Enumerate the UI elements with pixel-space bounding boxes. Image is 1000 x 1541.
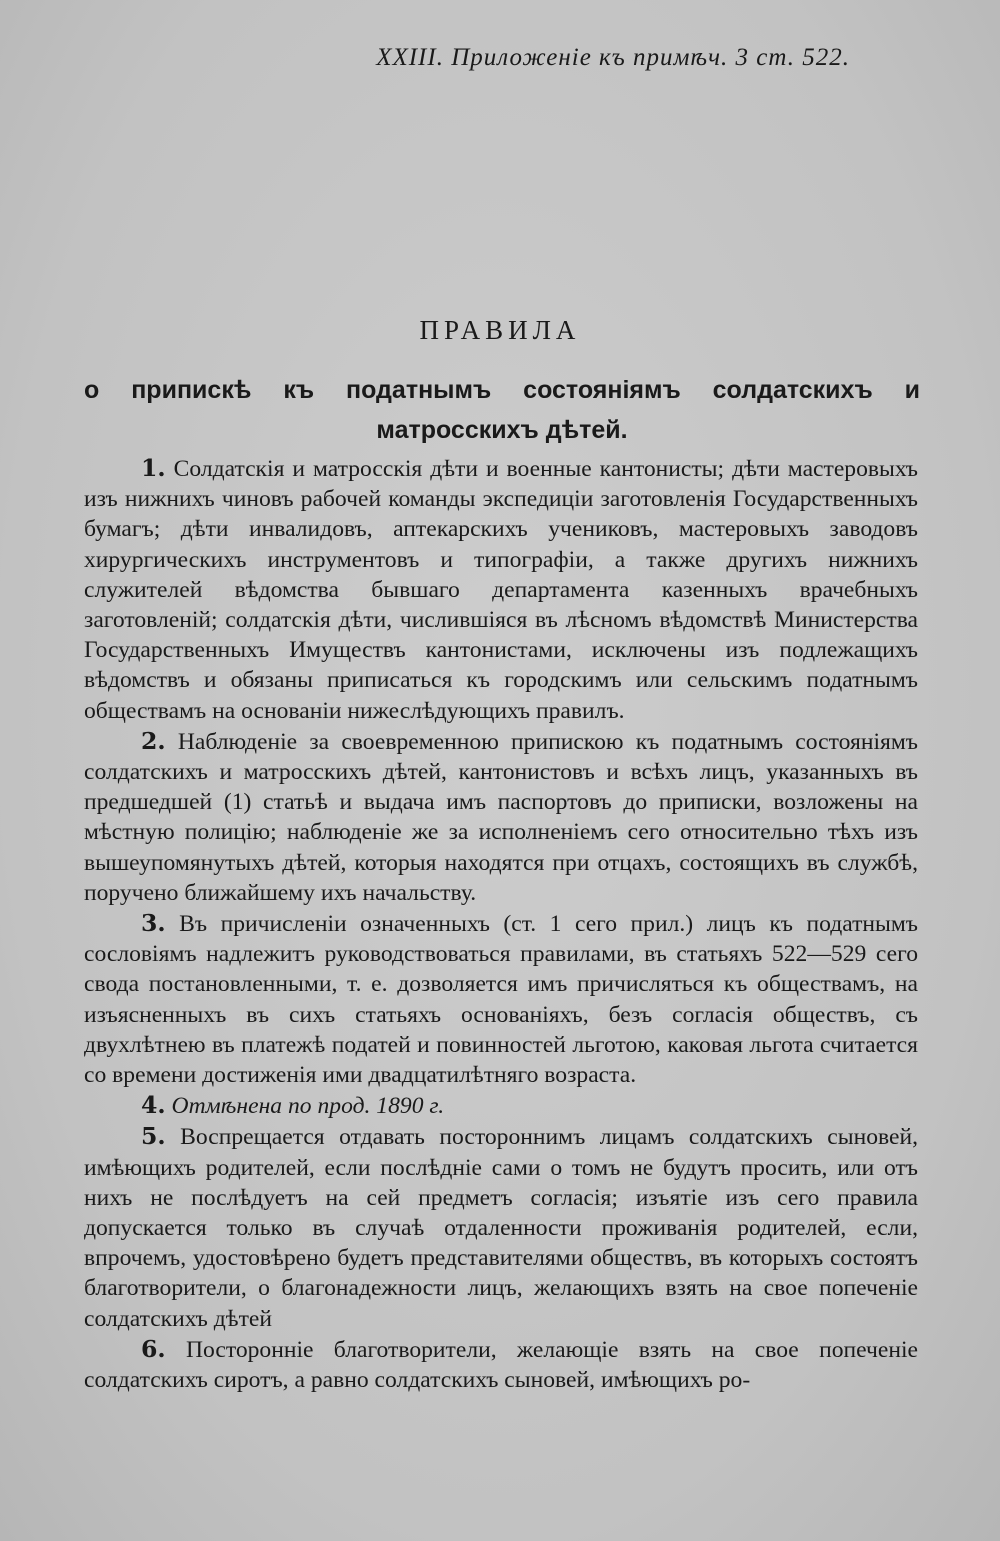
paragraph-1 — [84, 453, 918, 726]
paragraph-text: Посторонніе благотворители, желающіе взять на свое попеченіе солдатскихъ сиротъ, а равно солдатскихъ сыновей, имѣющихъ ро- — [84, 1336, 918, 1394]
paragraph-number: 1. — [141, 454, 166, 482]
paragraph-4 — [84, 1090, 918, 1121]
paragraph-6 — [84, 1334, 918, 1395]
paragraph-text: Солдатскія и матросскія дѣти и военные кантонисты; дѣти мастеровыхъ изъ нижнихъ чиновъ рабочей команды экспедиціи заготовленія Государственныхъ бумагъ; дѣти инвалидовъ, аптекарскихъ учениковъ, мастеровыхъ заводовъ хирургическихъ инструментовъ и типографіи, а также другихъ нижнихъ служителей вѣдомства бывшаго департамента казенныхъ врачебныхъ заготовленій; солдатскія дѣти, числившіяся въ лѣсномъ вѣдомствѣ Министерства Государственныхъ Имуществъ кантонистами, исключены изъ подлежащихъ вѣдомствъ и обязаны приписаться къ городскимъ или сельскимъ податнымъ обществамъ на основаніи нижеслѣдующихъ правилъ. — [84, 456, 918, 724]
paragraph-number: 5. — [141, 1122, 166, 1151]
page-subtitle: о припискѣ къ податнымъ состояніямъ солдатскихъ и матросскихъ дѣтей. — [84, 376, 920, 444]
paragraph-5 — [84, 1121, 918, 1333]
paragraph-number: 2. — [141, 726, 166, 755]
paragraph-2 — [84, 726, 918, 908]
paragraph-number: 3. — [141, 909, 166, 938]
page-title: ПРАВИЛА — [419, 315, 581, 345]
paragraph-number: 4. — [141, 1091, 166, 1120]
running-header: XXIII. Приложеніе къ примѣч. 3 ст. 522. — [376, 44, 850, 71]
paragraph-text: Отмѣнена по прод. 1890 г. — [171, 1093, 445, 1120]
paragraph-3 — [84, 908, 918, 1090]
paragraph-text: Наблюденіе за своевременною припискою къ податнымъ состояніямъ солдатскихъ и матросскихъ дѣтей, кантонистовъ и всѣхъ лицъ, указанныхъ въ предшедшей (1) статьѣ и выдача имъ паспортовъ до приписки, возложены на мѣстную полицію; наблюденіе же за исполненіемъ сего относительно тѣхъ изъ вышеупомянутыхъ дѣтей, которыя находятся при отцахъ, состоящихъ въ службѣ, поручено ближайшему ихъ начальству. — [84, 728, 918, 906]
paragraph-text: Въ причисленіи означенныхъ (ст. 1 сего прил.) лицъ къ податнымъ сословіямъ надлежитъ руководствоваться правилами, въ статьяхъ 522—529 сего свода постановленными, т. е. дозволяется имъ причисляться къ обществамъ, на изъясненныхъ въ сихъ статьяхъ основаніяхъ, безъ согласія обществъ, съ двухлѣтнею въ платежѣ податей и повинностей льготою, каковая льгота считается со времени достиженія ими двадцатилѣтняго возраста. — [84, 911, 919, 1089]
paragraph-number: 6. — [141, 1334, 166, 1363]
paragraph-text: Воспрещается отдавать постороннимъ лицамъ солдатскихъ сыновей, имѣющихъ родителей, если послѣдніе сами о томъ не будутъ просить, или отъ нихъ не послѣдуетъ на сей предметъ согласія; изъятіе изъ сего правила допускается только въ случаѣ отдаленности проживанія родителей, если, впрочемъ, удостовѣрено будетъ представителями обществъ, въ которыхъ состоятъ благотворители, о благонадежности лицъ, желающихъ взять на свое попеченіе солдатскихъ дѣтей — [84, 1124, 918, 1332]
document-body — [84, 453, 918, 1395]
